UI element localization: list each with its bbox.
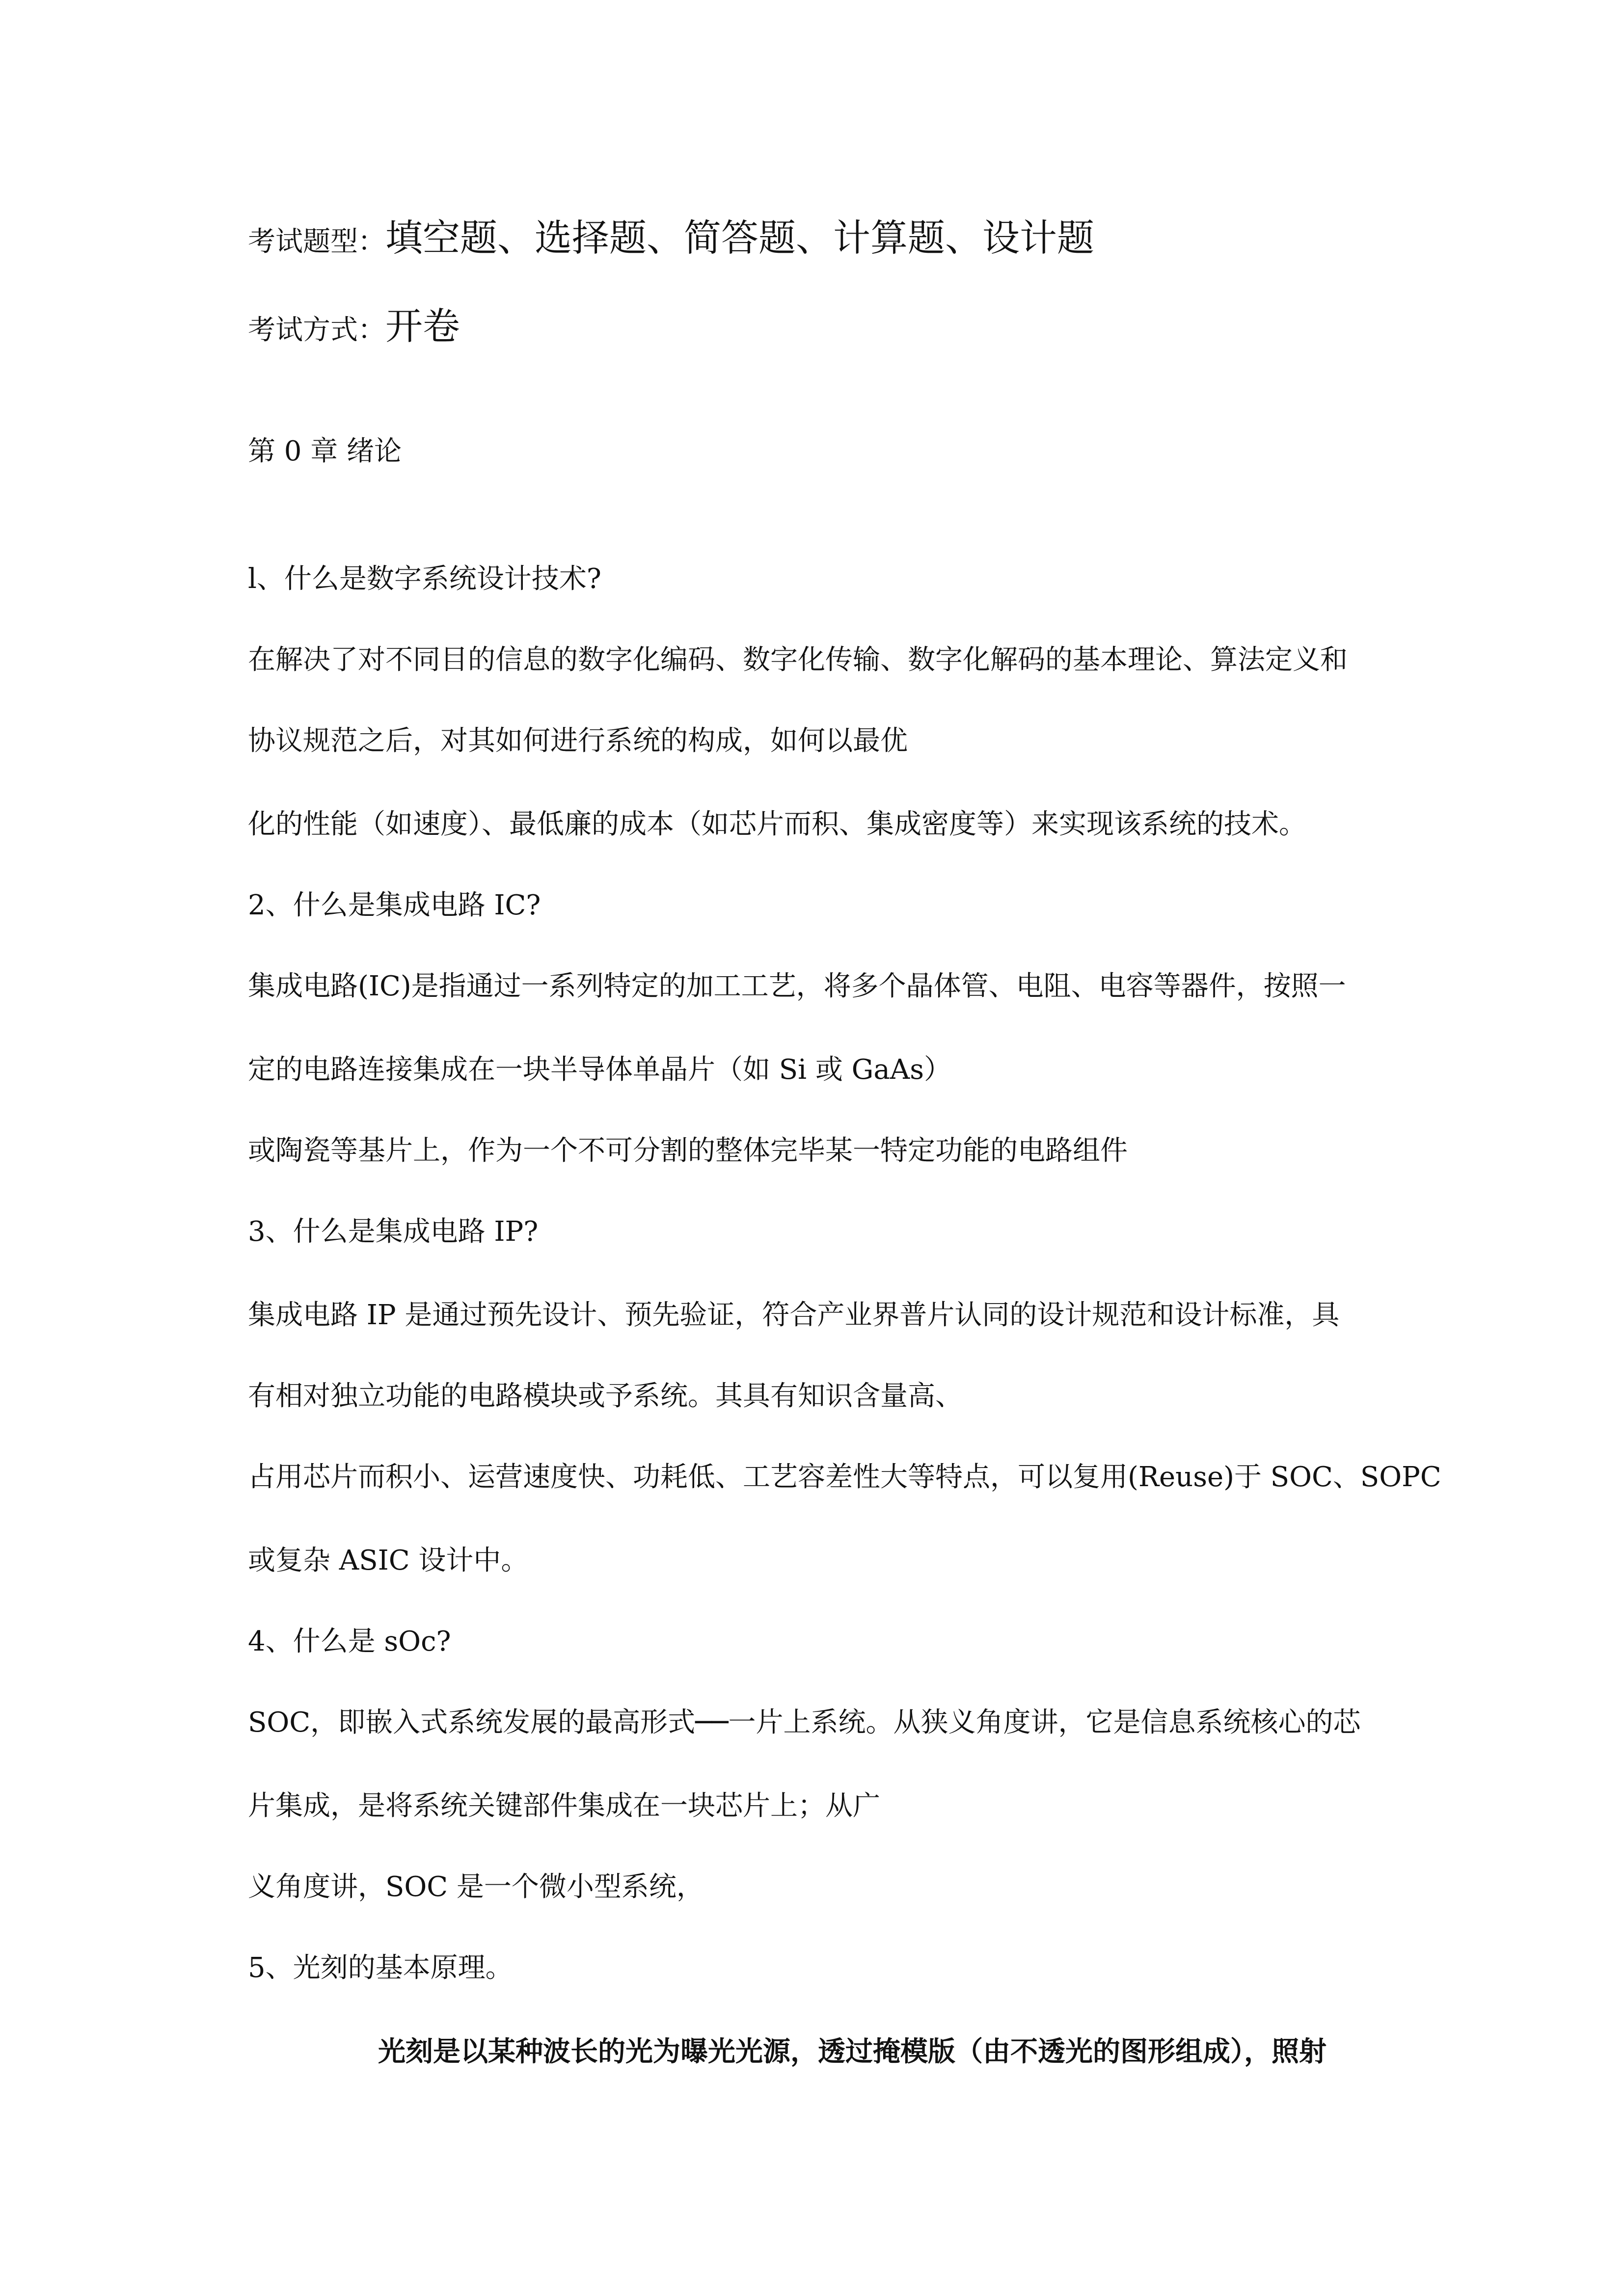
answer-5-line-1: 光刻是以某种波长的光为曝光光源，透过掩模版（由不透光的图形组成），照射 bbox=[378, 2035, 1326, 2068]
answer-2-line-3: 或陶瓷等基片上，作为一个不可分割的整体完毕某一特定功能的电路组件 bbox=[248, 1135, 1128, 1167]
question-5: 5、光刻的基本原理。 bbox=[248, 1952, 513, 1984]
answer-3-line-3: 占用芯片而积小、运营速度快、功耗低、工艺容差性大等特点，可以复用(Reuse)于 SOC、SOPC bbox=[248, 1461, 1441, 1493]
question-4: 4、什么是 sOc? bbox=[248, 1626, 451, 1657]
exam-type-value: 填空题、选择题、简答题、计算题、设计题 bbox=[385, 216, 1094, 260]
answer-3-line-4: 或复杂 ASIC 设计中。 bbox=[248, 1545, 529, 1576]
answer-3-line-2: 有相对独立功能的电路模块或予系统。其具有知识含量高、 bbox=[248, 1380, 963, 1412]
question-3: 3、什么是集成电路 IP? bbox=[248, 1216, 539, 1248]
answer-1-line-1: 在解决了对不同目的信息的数字化编码、数字化传输、数字化解码的基本理论、算法定义和 bbox=[248, 644, 1348, 676]
exam-mode-line bbox=[248, 304, 460, 348]
exam-type-line bbox=[248, 216, 1094, 260]
answer-4-line-1: SOC，即嵌入式系统发展的最高形式──一片上系统。从狭义角度讲，它是信息系统核心的芯 bbox=[248, 1707, 1361, 1738]
exam-mode-value: 开卷 bbox=[385, 304, 460, 348]
chapter-title: 第 0 章 绪论 bbox=[248, 435, 402, 467]
answer-4-line-2: 片集成，是将系统关键部件集成在一块芯片上；从广 bbox=[248, 1790, 880, 1822]
exam-type-label: 考试题型： bbox=[248, 226, 385, 258]
answer-2-line-1: 集成电路(IC)是指通过一系列特定的加工工艺，将多个晶体管、电阻、电容等器件，按照一 bbox=[248, 970, 1346, 1002]
question-1: l、什么是数字系统设计技术? bbox=[248, 563, 601, 595]
answer-3-line-1: 集成电路 IP 是通过预先设计、预先验证，符合产业界普片认同的设计规范和设计标准，具 bbox=[248, 1299, 1340, 1331]
answer-1-line-2: 协议规范之后，对其如何进行系统的构成，如何以最优 bbox=[248, 725, 908, 757]
answer-4-line-3: 义角度讲，SOC 是一个微小型系统， bbox=[248, 1871, 704, 1903]
question-2: 2、什么是集成电路 IC? bbox=[248, 889, 541, 921]
exam-mode-label: 考试方式： bbox=[248, 314, 385, 346]
answer-2-line-2: 定的电路连接集成在一块半导体单晶片（如 Si 或 GaAs） bbox=[248, 1054, 951, 1086]
answer-1-line-3: 化的性能（如速度）、最低廉的成本（如芯片而积、集成密度等）来实现该系统的技术。 bbox=[248, 808, 1306, 840]
